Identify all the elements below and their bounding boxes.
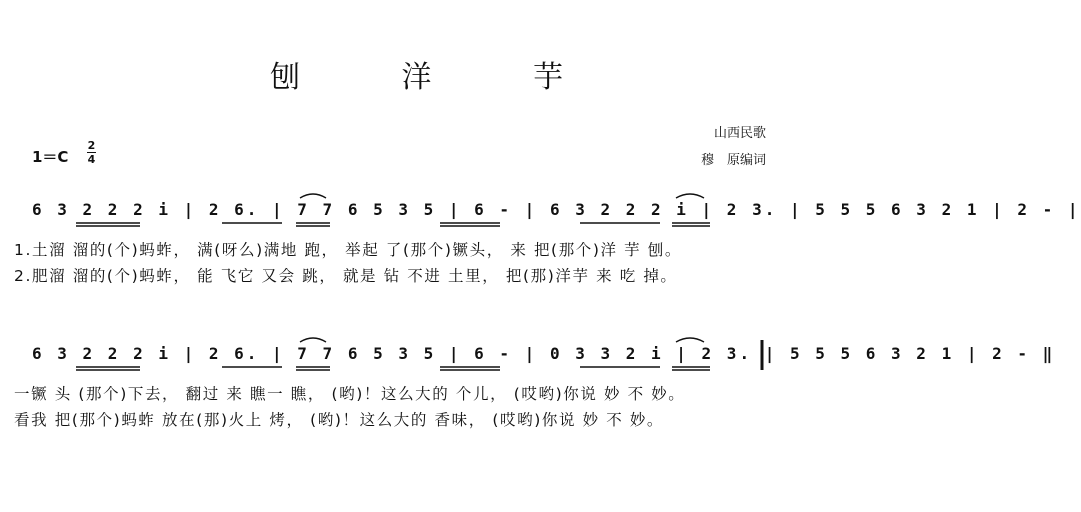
lyric-line-1-verse-1: 1.土溜 溜的(个)蚂蚱， 满(呀么)满地 跑， 举起 了(那个)镢头， 来 把(那个)洋 芋 刨。 <box>14 241 683 259</box>
meter-top: 2 <box>87 139 96 152</box>
notation-line-2 <box>0 336 1056 376</box>
lyricist-credit: 穆 原编词 <box>700 153 766 168</box>
time-signature <box>87 140 96 165</box>
lyric-line-1-verse-2: 2.肥溜 溜的(个)蚂蚱， 能 飞它 又会 跳， 就是 钻 不进 土里， 把(那)洋芋 来 吃 掉。 <box>14 267 678 285</box>
notation-marks <box>0 336 796 376</box>
lyric-line-2-verse-2: 看我 把(那个)蚂蚱 放在(那)火上 烤， (哟)！这么大的 香味， (哎哟)你说 妙 不 妙。 <box>14 411 665 429</box>
key-signature: 1＝C <box>32 148 69 166</box>
notation-line-1 <box>0 192 1081 232</box>
origin-credit: 山西民歌 <box>713 126 766 141</box>
jianpu-notes: 6 3 2 2 2 i | 2 6. | 7 7 6 5 3 5 | 6 - | 0 3 3 2 i | 2 3. | 5 5 5 6 3 2 1 | 2 - ‖ <box>32 344 1056 363</box>
song-title: 刨 洋 芋 <box>270 60 610 95</box>
notation-marks <box>0 192 796 232</box>
jianpu-notes: 6 3 2 2 2 i | 2 6. | 7 7 6 5 3 5 | 6 - | 6 3 2 2 2 i | 2 3. | 5 5 5 6 3 2 1 | 2 - | <box>32 200 1081 219</box>
lyric-line-2-verse-1: 一镢 头 (那个)下去， 翻过 来 瞧一 瞧， (哟)！这么大的 个儿， (哎哟)你说 妙 不 妙。 <box>14 385 686 403</box>
meter-bottom: 4 <box>87 153 96 166</box>
